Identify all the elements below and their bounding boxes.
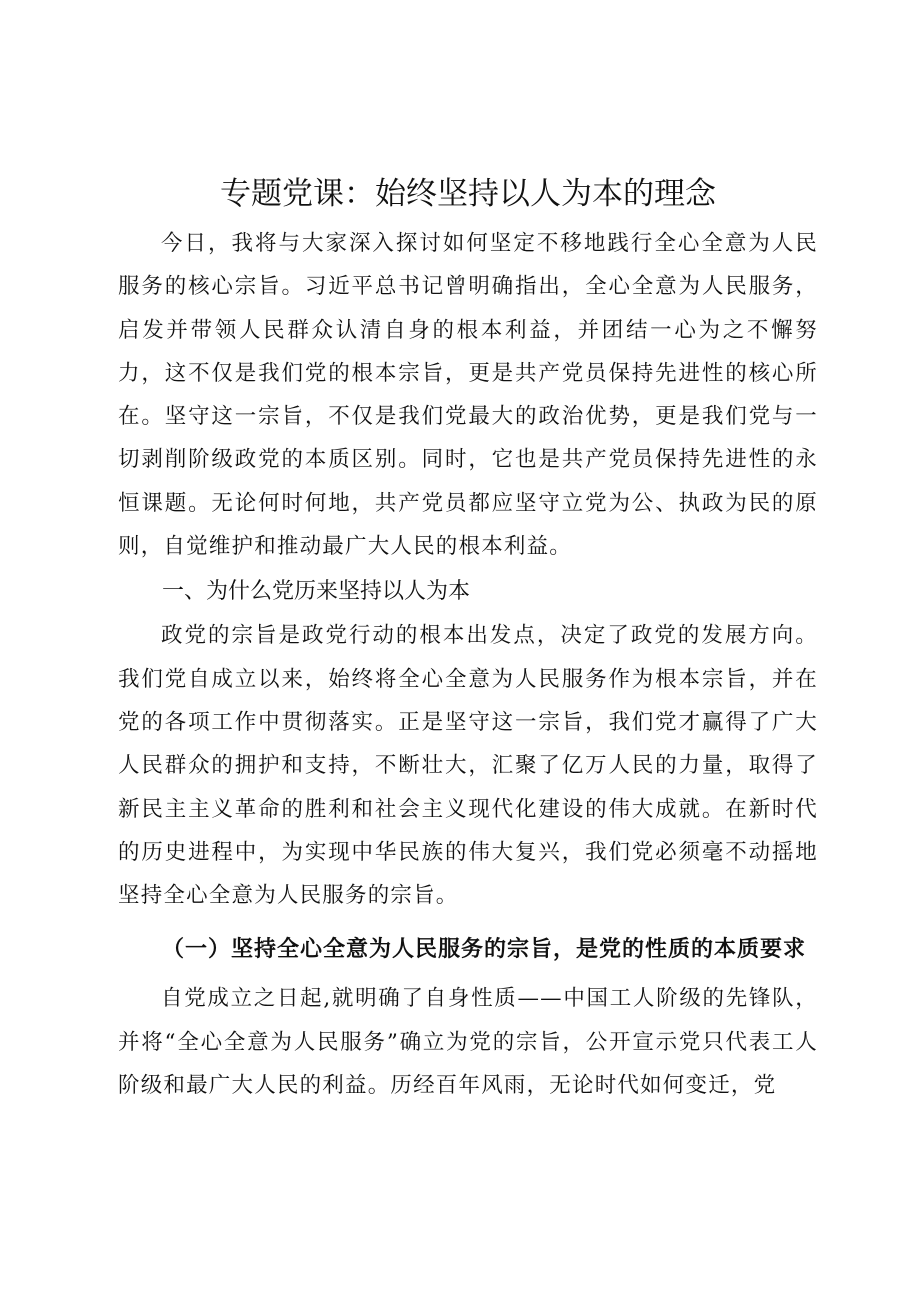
subsection-heading-1: （一）坚持全心全意为人民服务的宗旨，是党的性质的本质要求 <box>162 936 807 963</box>
section-heading-1: 一、为什么党历来坚持以人为本 <box>162 579 471 605</box>
intro-paragraph: 今日，我将与大家深入探讨如何坚定不移地践行全心全意为人民服务的核心宗旨。习近平总书记曾明确指出，全心全意为人民服务，启发并带领人民群众认清自身的根本利益，并团结一心为之不懈努力，这不仅是我们党的根本宗旨，更是共产党员保持先进性的核心所在。坚守这一宗旨，不仅是我们党最大的政治优势，更是我们党与一切剥削阶级政党的本质区别。同时，它也是共产党员保持先进性的永恒课题。无论何时何地，共产党员都应坚守立党为公、执政为民的原则，自觉维护和推动最广大人民的根本利益。 <box>118 231 818 560</box>
document-body <box>118 170 818 1107</box>
document-title: 专题党课：始终坚持以人为本的理念 <box>220 176 716 212</box>
subsection-1-paragraph: 自党成立之日起,就明确了自身性质——中国工人阶级的先锋队，并将“全心全意为人民服务”确立为党的宗旨，公开宣示党只代表工人阶级和最广大人民的利益。历经百年风雨，无论时代如何变迁，党 <box>118 986 818 1099</box>
section-1-paragraph: 政党的宗旨是政党行动的根本出发点，决定了政党的发展方向。我们党自成立以来，始终将全心全意为人民服务作为根本宗旨，并在党的各项工作中贯彻落实。正是坚守这一宗旨，我们党才赢得了广大人民群众的拥护和支持，不断壮大，汇聚了亿万人民的力量，取得了新民主主义革命的胜利和社会主义现代化建设的伟大成就。在新时代的历史进程中，为实现中华民族的伟大复兴，我们党必须毫不动摇地坚持全心全意为人民服务的宗旨。 <box>118 623 818 909</box>
